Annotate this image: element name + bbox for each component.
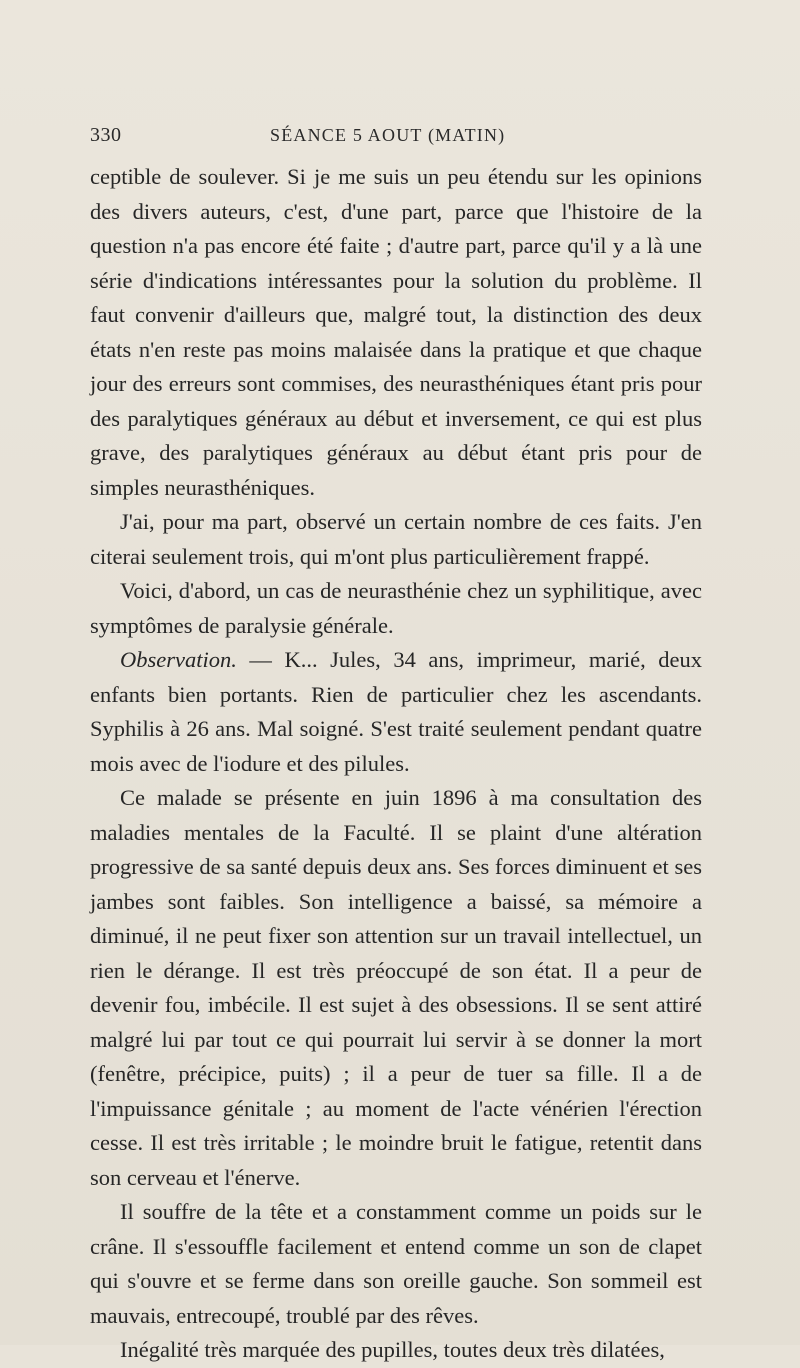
observation-label: Observation. <box>120 647 237 672</box>
paragraph-continuation: ceptible de soulever. Si je me suis un peu étendu sur les opinions des divers auteurs, c'est, d'une part, parce que l'histoire de la question n'a pas encore été faite ; d'autre part, parce qu'il y a là une série d'indications intéressantes pour la solution du problème. Il faut convenir d'ailleurs que, malgré tout, la distinction des deux états n'en reste pas moins malaisée dans la pratique et que chaque jour des erreurs sont commises, des neurasthéniques étant pris pour des paralytiques généraux au début et inversement, ce qui est plus grave, des paralytiques généraux au début étant pris pour de simples neurasthéniques. <box>90 164 702 500</box>
paragraph-symptoms: Il souffre de la tête et a constamment comme un poids sur le crâne. Il s'essouffle facilement et entend comme un son de clapet qui s'ouvre et se ferme dans son oreille gauche. Son sommeil est mauvais, entrecoupé, troublé par des rêves. <box>90 1199 702 1328</box>
running-title: SÉANCE 5 AOUT (MATIN) <box>270 125 506 145</box>
paragraph-patient-presentation: Ce malade se présente en juin 1896 à ma consultation des maladies mentales de la Faculté. Il se plaint d'une altération progressive de sa santé depuis deux ans. Ses forces diminuent et ses jambes sont faibles. Son intelligence a baissé, sa mémoire a diminué, il ne peut fixer son attention sur un travail intellectuel, un rien le dérange. Il est très préoccupé de son état. Il a peur de devenir fou, imbécile. Il est sujet à des obsessions. Il se sent attiré malgré lui par tout ce qui pourrait lui servir à se donner la mort (fenêtre, précipice, puits) ; il a peur de tuer sa fille. Il a de l'impuissance génitale ; au moment de l'acte vénérien l'érection cesse. Il est très irritable ; le moindre bruit le fatigue, retentit dans son cerveau et l'énerve. <box>90 785 702 1190</box>
page-number: 330 <box>90 124 122 146</box>
body-text <box>90 160 702 1368</box>
observation-text: — K... Jules, 34 ans, imprimeur, marié, deux enfants bien portants. Rien de particulier chez les ascendants. Syphilis à 26 ans. Mal soigné. S'est traité seulement pendant quatre mois avec de l'iodure et des pilules. <box>90 647 702 776</box>
paragraph-pupils: Inégalité très marquée des pupilles, toutes deux très dilatées, <box>120 1337 665 1362</box>
paragraph-cases-intro: J'ai, pour ma part, observé un certain nombre de ces faits. J'en citerai seulement trois, qui m'ont plus particulièrement frappé. <box>90 509 702 569</box>
page-header <box>90 124 710 154</box>
paragraph-observation <box>90 643 702 781</box>
paragraph-case-announcement: Voici, d'abord, un cas de neurasthénie chez un syphilitique, avec symptômes de paralysie générale. <box>90 578 702 638</box>
